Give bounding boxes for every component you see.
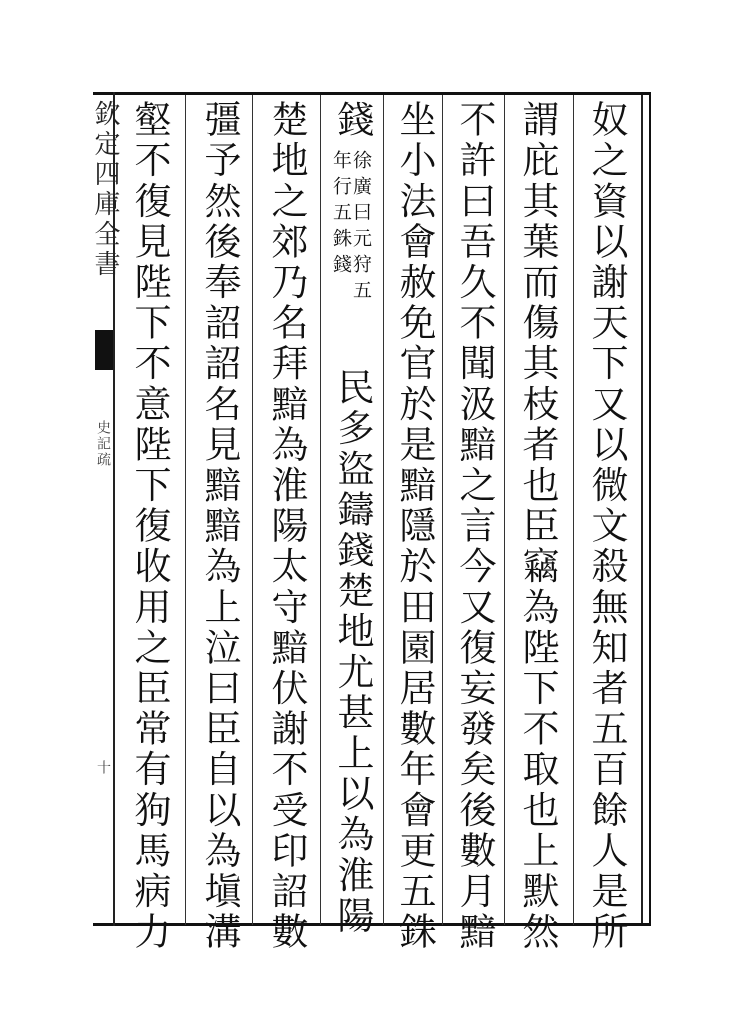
column-rule bbox=[504, 95, 505, 925]
text-column-2: 謂庇其葉而傷其枝者也臣竊為陛下不取也上默然 bbox=[516, 100, 559, 953]
margin-page-number: 十 bbox=[95, 760, 111, 774]
text-column-3: 不許曰吾久不聞汲黯之言今又復妄發矣後數月黯 bbox=[453, 100, 496, 953]
text-column-7: 彊予然後奉詔詔名見黯黯為上泣曰臣自以為塡溝 bbox=[198, 100, 241, 953]
column-rule bbox=[320, 95, 321, 925]
column-rule bbox=[185, 95, 186, 925]
annotation-line-2: 年行五銖錢 bbox=[330, 150, 352, 280]
annotation-line-1: 徐廣曰元狩五 bbox=[350, 150, 372, 306]
column-rule bbox=[442, 95, 443, 925]
frame-inner-border bbox=[641, 95, 643, 923]
fishtail-mark bbox=[95, 330, 113, 370]
text-column-5-lead: 錢 bbox=[331, 100, 374, 141]
margin-title: 欽定四庫全書 bbox=[90, 100, 120, 280]
text-column-5: 民多盜鑄錢楚地尤甚上以為淮陽 bbox=[331, 368, 374, 937]
text-column-8: 壑不復見陛下不意陛下復收用之臣常有狗馬病力 bbox=[128, 100, 171, 953]
column-rule bbox=[383, 95, 384, 925]
text-column-4: 坐小法會赦免官於是黯隱於田園居數年會更五銖 bbox=[393, 100, 436, 953]
margin-juan-label: 史記疏 bbox=[95, 420, 111, 468]
column-rule bbox=[252, 95, 253, 925]
column-rule bbox=[573, 95, 574, 925]
text-column-1: 奴之資以謝天下又以微文殺無知者五百餘人是所 bbox=[585, 100, 628, 953]
text-column-6: 楚地之郊乃名拜黯為淮陽太守黯伏謝不受印詔數 bbox=[265, 100, 308, 953]
